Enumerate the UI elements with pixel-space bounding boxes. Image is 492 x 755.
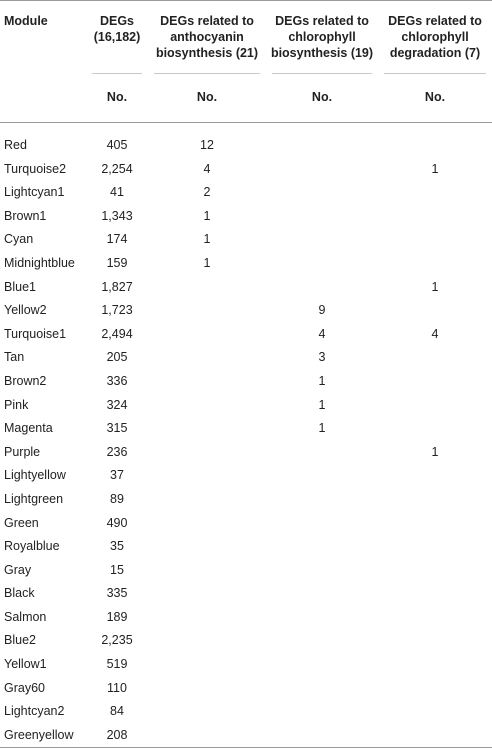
table-row <box>0 323 492 347</box>
chlorophyll-biosynthesis-cell <box>266 158 378 182</box>
table-row <box>0 535 492 559</box>
degs-cell: 89 <box>110 491 124 506</box>
chlorophyll-biosynthesis-cell <box>266 535 378 559</box>
chlorophyll-degradation-cell <box>378 299 492 323</box>
table-row <box>0 606 492 630</box>
degs-cell: 2,254 <box>101 161 133 176</box>
anthocyanin-cell: 4 <box>203 161 211 176</box>
module-cell: Green <box>4 515 39 530</box>
chlorophyll-biosynthesis-cell <box>266 205 378 229</box>
chlorophyll-biosynthesis-cell: 3 <box>318 350 326 365</box>
module-cell: Royalblue <box>4 539 60 554</box>
anthocyanin-cell <box>148 653 266 677</box>
anthocyanin-cell <box>148 464 266 488</box>
chlorophyll-biosynthesis-cell <box>266 252 378 276</box>
module-cell: Gray <box>4 562 32 577</box>
degs-cell: 335 <box>106 586 128 601</box>
degs-cell: 205 <box>106 350 128 365</box>
module-cell: Gray60 <box>4 680 45 695</box>
chlorophyll-degradation-cell <box>378 417 492 441</box>
chlorophyll-biosynthesis-cell: 9 <box>318 303 326 318</box>
chlorophyll-degradation-cell <box>378 700 492 724</box>
table-row <box>0 700 492 724</box>
anthocyanin-cell <box>148 370 266 394</box>
chlorophyll-biosynthesis-cell <box>266 724 378 748</box>
anthocyanin-cell <box>148 700 266 724</box>
chlorophyll-degradation-cell <box>378 394 492 418</box>
module-cell: Turquoise1 <box>4 326 67 341</box>
module-cell: Lightyellow <box>4 468 66 483</box>
degs-cell: 2,494 <box>101 326 133 341</box>
chlorophyll-biosynthesis-cell: 4 <box>318 326 326 341</box>
table-row <box>0 299 492 323</box>
anthocyanin-cell <box>148 606 266 630</box>
chlorophyll-biosynthesis-cell <box>266 559 378 583</box>
chlorophyll-biosynthesis-cell <box>266 606 378 630</box>
anthocyanin-cell: 1 <box>203 255 211 270</box>
anthocyanin-cell <box>148 629 266 653</box>
table-row <box>0 205 492 229</box>
table-row <box>0 417 492 441</box>
chlorophyll-degradation-cell <box>378 181 492 205</box>
anthocyanin-cell <box>148 559 266 583</box>
chlorophyll-biosynthesis-cell <box>266 181 378 205</box>
chlorophyll-degradation-cell: 1 <box>431 279 439 294</box>
table-row <box>0 158 492 182</box>
module-cell: Lightcyan1 <box>4 185 65 200</box>
chlorophyll-degradation-cell <box>378 464 492 488</box>
chlorophyll-degradation-cell <box>378 559 492 583</box>
chlorophyll-biosynthesis-cell: 1 <box>318 373 326 388</box>
chlorophyll-biosynthesis-cell: 1 <box>318 397 326 412</box>
module-cell: Lightcyan2 <box>4 704 65 719</box>
chlorophyll-biosynthesis-cell <box>266 629 378 653</box>
chlorophyll-biosynthesis-cell <box>266 488 378 512</box>
module-cell: Tan <box>4 350 25 365</box>
degs-cell: 519 <box>106 657 128 672</box>
chlorophyll-biosynthesis-cell <box>266 653 378 677</box>
degs-cell: 15 <box>110 562 124 577</box>
table-row <box>0 228 492 252</box>
chlorophyll-degradation-cell <box>378 370 492 394</box>
chlorophyll-biosynthesis-cell <box>266 228 378 252</box>
chlorophyll-degradation-cell <box>378 512 492 536</box>
degs-cell: 315 <box>106 421 128 436</box>
degs-cell: 236 <box>106 444 128 459</box>
anthocyanin-cell <box>148 346 266 370</box>
module-cell: Brown2 <box>4 373 47 388</box>
module-cell: Yellow2 <box>4 303 47 318</box>
module-cell: Salmon <box>4 609 47 624</box>
subheader-anthocyanin: No. <box>148 73 266 123</box>
anthocyanin-cell <box>148 535 266 559</box>
chlorophyll-degradation-cell <box>378 606 492 630</box>
chlorophyll-degradation-cell <box>378 346 492 370</box>
degs-cell: 159 <box>106 255 128 270</box>
table-row <box>0 582 492 606</box>
chlorophyll-degradation-cell <box>378 724 492 748</box>
anthocyanin-cell <box>148 488 266 512</box>
table-row <box>0 134 492 158</box>
anthocyanin-cell <box>148 441 266 465</box>
chlorophyll-degradation-cell <box>378 205 492 229</box>
anthocyanin-cell <box>148 582 266 606</box>
chlorophyll-biosynthesis-cell <box>266 677 378 701</box>
chlorophyll-degradation-cell <box>378 653 492 677</box>
table-row <box>0 441 492 465</box>
chlorophyll-degradation-cell <box>378 582 492 606</box>
module-cell: Midnightblue <box>4 255 75 270</box>
degs-cell: 1,827 <box>101 279 133 294</box>
table-row <box>0 370 492 394</box>
anthocyanin-cell <box>148 417 266 441</box>
module-cell: Purple <box>4 444 41 459</box>
table-row <box>0 559 492 583</box>
table-row <box>0 653 492 677</box>
degs-cell: 336 <box>106 373 128 388</box>
chlorophyll-biosynthesis-cell <box>266 582 378 606</box>
degs-cell: 84 <box>110 704 124 719</box>
anthocyanin-cell: 2 <box>203 185 211 200</box>
anthocyanin-cell <box>148 512 266 536</box>
chlorophyll-degradation-cell <box>378 134 492 158</box>
chlorophyll-degradation-cell <box>378 629 492 653</box>
table-header <box>0 1 492 123</box>
degs-cell: 174 <box>106 232 128 247</box>
chlorophyll-degradation-cell <box>378 677 492 701</box>
module-cell: Greenyellow <box>0 724 86 748</box>
degs-cell: 35 <box>110 539 124 554</box>
degs-cell: 1,343 <box>101 208 133 223</box>
degs-cell: 2,235 <box>101 633 133 648</box>
module-cell: Lightgreen <box>4 491 64 506</box>
module-cell: Cyan <box>4 232 34 247</box>
module-cell: Blue2 <box>4 633 36 648</box>
chlorophyll-biosynthesis-cell <box>266 276 378 300</box>
subheader-chlorophyll-degradation: No. <box>378 73 492 123</box>
header-chlorophyll-biosynthesis: DEGs related to chlorophyll biosynthesis (19) <box>266 1 378 73</box>
degs-cell: 405 <box>106 138 128 152</box>
anthocyanin-cell: 1 <box>203 208 211 223</box>
subheader-chlorophyll-biosynthesis: No. <box>266 73 378 123</box>
anthocyanin-cell: 12 <box>200 138 214 152</box>
chlorophyll-biosynthesis-cell <box>266 464 378 488</box>
module-cell: Magenta <box>4 421 53 436</box>
anthocyanin-cell <box>148 323 266 347</box>
table-row <box>0 629 492 653</box>
degs-cell: 110 <box>107 680 127 695</box>
chlorophyll-degradation-cell: 1 <box>431 161 439 176</box>
module-cell: Turquoise2 <box>4 161 67 176</box>
table-row <box>0 464 492 488</box>
chlorophyll-biosynthesis-cell <box>266 134 378 158</box>
degs-cell: 37 <box>110 468 124 483</box>
degs-cell: 189 <box>106 609 128 624</box>
anthocyanin-cell <box>148 394 266 418</box>
degs-cell: 490 <box>106 515 128 530</box>
anthocyanin-cell <box>148 276 266 300</box>
header-module: Module <box>0 1 86 73</box>
chlorophyll-degradation-cell <box>378 488 492 512</box>
chlorophyll-degradation-cell <box>378 228 492 252</box>
module-cell: Blue1 <box>4 279 36 294</box>
degs-cell: 1,723 <box>101 303 133 318</box>
chlorophyll-degradation-cell <box>378 252 492 276</box>
chlorophyll-degradation-cell: 1 <box>431 444 439 459</box>
module-cell: Black <box>4 586 35 601</box>
header-row <box>0 1 492 73</box>
header-anthocyanin: DEGs related to anthocyanin biosynthesis (21) <box>148 1 266 73</box>
table-row <box>0 677 492 701</box>
table-row <box>0 394 492 418</box>
table-row <box>0 724 492 748</box>
module-cell: Pink <box>4 397 29 412</box>
anthocyanin-cell: 1 <box>203 232 211 247</box>
subheader-module-empty <box>0 73 86 123</box>
module-cell: Red <box>4 138 27 152</box>
module-cell: Brown1 <box>4 208 47 223</box>
anthocyanin-cell <box>148 299 266 323</box>
table-row <box>0 181 492 205</box>
degs-cell: 208 <box>86 724 148 748</box>
body-top-gap <box>0 123 492 135</box>
chlorophyll-biosynthesis-cell <box>266 512 378 536</box>
chlorophyll-biosynthesis-cell <box>266 441 378 465</box>
degs-cell: 41 <box>110 185 124 200</box>
anthocyanin-cell <box>148 677 266 701</box>
subheader-row <box>0 73 492 123</box>
table-row <box>0 252 492 276</box>
header-degs: DEGs (16,182) <box>86 1 148 73</box>
table-row <box>0 488 492 512</box>
chlorophyll-degradation-cell <box>378 535 492 559</box>
header-chlorophyll-degradation: DEGs related to chlorophyll degradation (7) <box>378 1 492 73</box>
table-body <box>0 123 492 748</box>
chlorophyll-degradation-cell: 4 <box>431 326 439 341</box>
chlorophyll-biosynthesis-cell: 1 <box>318 421 326 436</box>
module-cell: Yellow1 <box>4 657 47 672</box>
table-row <box>0 276 492 300</box>
subheader-degs: No. <box>86 73 148 123</box>
table-row <box>0 346 492 370</box>
table-row <box>0 512 492 536</box>
degs-cell: 324 <box>106 397 128 412</box>
chlorophyll-biosynthesis-cell <box>266 700 378 724</box>
anthocyanin-cell <box>148 724 266 748</box>
